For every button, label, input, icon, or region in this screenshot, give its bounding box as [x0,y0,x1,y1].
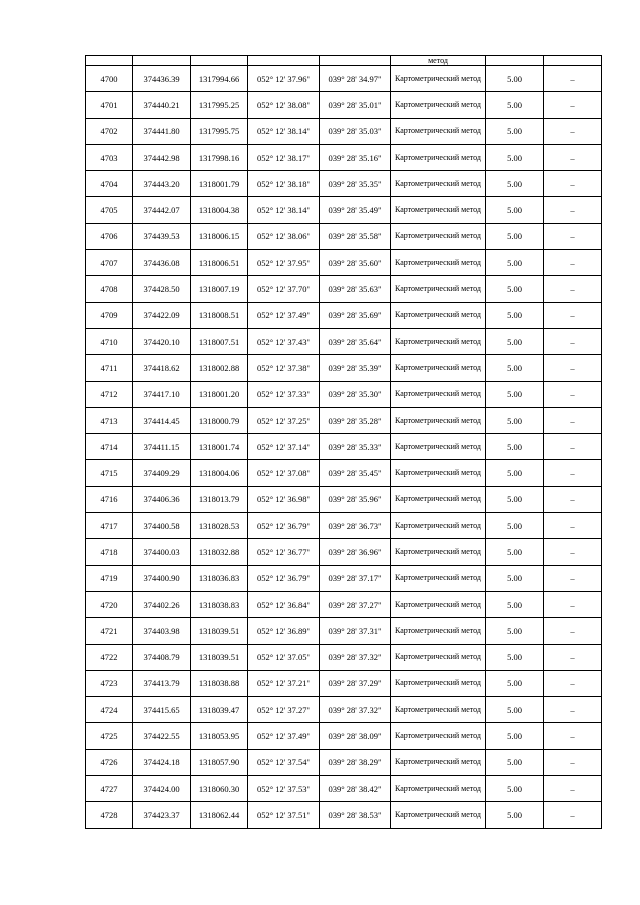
note-cell: – [544,328,602,354]
table-row [86,66,602,92]
latitude-cell: 052° 12' 37.49" [248,723,320,749]
x-coordinate-cell: 374406.36 [133,486,191,512]
latitude-cell: 052° 12' 37.70" [248,276,320,302]
table-row [86,276,602,302]
y-coordinate-cell: 1318053.95 [191,723,248,749]
accuracy-cell: 5.00 [486,723,544,749]
point-number-cell: 4712 [86,381,133,407]
latitude-cell: 052° 12' 37.08" [248,460,320,486]
accuracy-cell: 5.00 [486,407,544,433]
accuracy-cell: 5.00 [486,223,544,249]
longitude-cell: 039° 28' 38.53" [320,802,391,828]
accuracy-cell: 5.00 [486,670,544,696]
accuracy-cell: 5.00 [486,565,544,591]
accuracy-cell: 5.00 [486,697,544,723]
table-row [86,802,602,828]
longitude-cell: 039° 28' 35.45" [320,460,391,486]
table-row [86,618,602,644]
continued-row-fragment [86,56,602,66]
point-number-cell: 4714 [86,434,133,460]
longitude-cell: 039° 28' 37.32" [320,644,391,670]
x-coordinate-cell: 374441.80 [133,118,191,144]
point-number-cell: 4705 [86,197,133,223]
method-cell: Картометрический метод [391,434,486,460]
coordinates-table [85,55,602,829]
coordinates-table-body [86,56,602,829]
x-coordinate-cell: 374418.62 [133,355,191,381]
point-number-cell: 4720 [86,591,133,617]
latitude-cell: 052° 12' 38.17" [248,144,320,170]
method-cell: Картометрический метод [391,171,486,197]
method-cell: Картометрический метод [391,381,486,407]
longitude-cell: 039° 28' 35.33" [320,434,391,460]
note-cell: – [544,250,602,276]
longitude-cell: 039° 28' 35.28" [320,407,391,433]
y-coordinate-cell: 1318039.51 [191,618,248,644]
y-coordinate-cell: 1318006.51 [191,250,248,276]
latitude-cell: 052° 12' 37.53" [248,776,320,802]
y-coordinate-cell: 1318001.74 [191,434,248,460]
accuracy-cell: 5.00 [486,644,544,670]
y-coordinate-cell: 1317995.75 [191,118,248,144]
accuracy-cell: 5.00 [486,276,544,302]
x-coordinate-cell: 374443.20 [133,171,191,197]
method-cell: Картометрический метод [391,697,486,723]
accuracy-cell: 5.00 [486,144,544,170]
longitude-cell: 039° 28' 35.39" [320,355,391,381]
point-number-cell: 4702 [86,118,133,144]
latitude-cell: 052° 12' 36.89" [248,618,320,644]
method-cell: Картометрический метод [391,355,486,381]
table-row [86,144,602,170]
table-row [86,513,602,539]
method-cell: Картометрический метод [391,197,486,223]
table-row [86,434,602,460]
note-cell: – [544,539,602,565]
method-cell: Картометрический метод [391,802,486,828]
accuracy-cell: 5.00 [486,302,544,328]
x-coordinate-cell: 374424.18 [133,749,191,775]
latitude-cell: 052° 12' 37.54" [248,749,320,775]
y-coordinate-cell: 1318002.88 [191,355,248,381]
table-row [86,171,602,197]
longitude-cell: 039° 28' 35.63" [320,276,391,302]
point-number-cell: 4725 [86,723,133,749]
y-coordinate-cell: 1318006.15 [191,223,248,249]
note-cell: – [544,276,602,302]
table-cell [486,56,544,66]
x-coordinate-cell: 374400.58 [133,513,191,539]
latitude-cell: 052° 12' 37.14" [248,434,320,460]
table-row [86,92,602,118]
note-cell: – [544,591,602,617]
x-coordinate-cell: 374417.10 [133,381,191,407]
latitude-cell: 052° 12' 38.08" [248,92,320,118]
point-number-cell: 4708 [86,276,133,302]
longitude-cell: 039° 28' 37.32" [320,697,391,723]
accuracy-cell: 5.00 [486,513,544,539]
note-cell: – [544,486,602,512]
x-coordinate-cell: 374439.53 [133,223,191,249]
latitude-cell: 052° 12' 37.33" [248,381,320,407]
method-cell: Картометрический метод [391,66,486,92]
method-cell: Картометрический метод [391,460,486,486]
accuracy-cell: 5.00 [486,328,544,354]
table-row [86,118,602,144]
point-number-cell: 4726 [86,749,133,775]
y-coordinate-cell: 1318008.51 [191,302,248,328]
longitude-cell: 039° 28' 35.49" [320,197,391,223]
method-cell: Картометрический метод [391,618,486,644]
method-cell-fragment: метод [391,56,486,66]
longitude-cell: 039° 28' 38.29" [320,749,391,775]
point-number-cell: 4710 [86,328,133,354]
point-number-cell: 4713 [86,407,133,433]
method-cell: Картометрический метод [391,591,486,617]
table-row [86,776,602,802]
y-coordinate-cell: 1318039.51 [191,644,248,670]
point-number-cell: 4707 [86,250,133,276]
y-coordinate-cell: 1318004.38 [191,197,248,223]
method-cell: Картометрический метод [391,644,486,670]
method-cell: Картометрический метод [391,118,486,144]
longitude-cell: 039° 28' 37.17" [320,565,391,591]
note-cell: – [544,513,602,539]
method-cell: Картометрический метод [391,723,486,749]
y-coordinate-cell: 1317994.66 [191,66,248,92]
y-coordinate-cell: 1317995.25 [191,92,248,118]
accuracy-cell: 5.00 [486,802,544,828]
note-cell: – [544,618,602,644]
point-number-cell: 4704 [86,171,133,197]
x-coordinate-cell: 374409.29 [133,460,191,486]
table-cell [544,56,602,66]
accuracy-cell: 5.00 [486,381,544,407]
table-row [86,539,602,565]
table-cell [320,56,391,66]
point-number-cell: 4723 [86,670,133,696]
x-coordinate-cell: 374428.50 [133,276,191,302]
table-row [86,381,602,407]
latitude-cell: 052° 12' 37.43" [248,328,320,354]
method-cell: Картометрический метод [391,776,486,802]
point-number-cell: 4724 [86,697,133,723]
latitude-cell: 052° 12' 37.38" [248,355,320,381]
table-row [86,565,602,591]
x-coordinate-cell: 374400.03 [133,539,191,565]
table-row [86,223,602,249]
y-coordinate-cell: 1318004.06 [191,460,248,486]
accuracy-cell: 5.00 [486,197,544,223]
point-number-cell: 4703 [86,144,133,170]
longitude-cell: 039° 28' 35.01" [320,92,391,118]
table-row [86,670,602,696]
note-cell: – [544,197,602,223]
note-cell: – [544,407,602,433]
longitude-cell: 039° 28' 37.31" [320,618,391,644]
note-cell: – [544,302,602,328]
x-coordinate-cell: 374442.07 [133,197,191,223]
longitude-cell: 039° 28' 35.64" [320,328,391,354]
longitude-cell: 039° 28' 35.35" [320,171,391,197]
x-coordinate-cell: 374423.37 [133,802,191,828]
x-coordinate-cell: 374413.79 [133,670,191,696]
note-cell: – [544,723,602,749]
point-number-cell: 4711 [86,355,133,381]
latitude-cell: 052° 12' 37.05" [248,644,320,670]
latitude-cell: 052° 12' 37.96" [248,66,320,92]
point-number-cell: 4716 [86,486,133,512]
point-number-cell: 4701 [86,92,133,118]
table-row [86,591,602,617]
y-coordinate-cell: 1318057.90 [191,749,248,775]
x-coordinate-cell: 374402.26 [133,591,191,617]
method-cell: Картометрический метод [391,328,486,354]
table-cell [133,56,191,66]
longitude-cell: 039° 28' 34.97" [320,66,391,92]
accuracy-cell: 5.00 [486,618,544,644]
accuracy-cell: 5.00 [486,460,544,486]
method-cell: Картометрический метод [391,144,486,170]
point-number-cell: 4717 [86,513,133,539]
accuracy-cell: 5.00 [486,171,544,197]
table-row [86,486,602,512]
note-cell: – [544,171,602,197]
table-row [86,197,602,223]
latitude-cell: 052° 12' 37.27" [248,697,320,723]
y-coordinate-cell: 1318000.79 [191,407,248,433]
longitude-cell: 039° 28' 35.30" [320,381,391,407]
note-cell: – [544,66,602,92]
point-number-cell: 4719 [86,565,133,591]
latitude-cell: 052° 12' 37.95" [248,250,320,276]
latitude-cell: 052° 12' 38.14" [248,118,320,144]
longitude-cell: 039° 28' 36.73" [320,513,391,539]
y-coordinate-cell: 1318060.30 [191,776,248,802]
accuracy-cell: 5.00 [486,749,544,775]
x-coordinate-cell: 374415.65 [133,697,191,723]
accuracy-cell: 5.00 [486,486,544,512]
x-coordinate-cell: 374424.00 [133,776,191,802]
longitude-cell: 039° 28' 37.27" [320,591,391,617]
note-cell: – [544,92,602,118]
table-row [86,250,602,276]
y-coordinate-cell: 1318039.47 [191,697,248,723]
y-coordinate-cell: 1318062.44 [191,802,248,828]
x-coordinate-cell: 374436.08 [133,250,191,276]
accuracy-cell: 5.00 [486,92,544,118]
note-cell: – [544,223,602,249]
note-cell: – [544,697,602,723]
accuracy-cell: 5.00 [486,776,544,802]
table-row [86,697,602,723]
table-row [86,302,602,328]
table-cell [86,56,133,66]
longitude-cell: 039° 28' 35.69" [320,302,391,328]
accuracy-cell: 5.00 [486,118,544,144]
latitude-cell: 052° 12' 37.51" [248,802,320,828]
accuracy-cell: 5.00 [486,66,544,92]
table-row [86,407,602,433]
y-coordinate-cell: 1318007.51 [191,328,248,354]
latitude-cell: 052° 12' 37.21" [248,670,320,696]
table-row [86,749,602,775]
note-cell: – [544,434,602,460]
x-coordinate-cell: 374436.39 [133,66,191,92]
point-number-cell: 4722 [86,644,133,670]
x-coordinate-cell: 374442.98 [133,144,191,170]
y-coordinate-cell: 1318001.79 [191,171,248,197]
x-coordinate-cell: 374403.98 [133,618,191,644]
y-coordinate-cell: 1318038.83 [191,591,248,617]
method-cell: Картометрический метод [391,513,486,539]
note-cell: – [544,355,602,381]
table-row [86,723,602,749]
accuracy-cell: 5.00 [486,539,544,565]
accuracy-cell: 5.00 [486,250,544,276]
y-coordinate-cell: 1317998.16 [191,144,248,170]
latitude-cell: 052° 12' 36.77" [248,539,320,565]
point-number-cell: 4721 [86,618,133,644]
point-number-cell: 4727 [86,776,133,802]
method-cell: Картометрический метод [391,302,486,328]
table-row [86,355,602,381]
latitude-cell: 052° 12' 36.79" [248,565,320,591]
y-coordinate-cell: 1318028.53 [191,513,248,539]
x-coordinate-cell: 374422.09 [133,302,191,328]
x-coordinate-cell: 374414.45 [133,407,191,433]
x-coordinate-cell: 374400.90 [133,565,191,591]
note-cell: – [544,670,602,696]
note-cell: – [544,460,602,486]
latitude-cell: 052° 12' 38.18" [248,171,320,197]
longitude-cell: 039° 28' 36.96" [320,539,391,565]
point-number-cell: 4709 [86,302,133,328]
longitude-cell: 039° 28' 37.29" [320,670,391,696]
table-cell [191,56,248,66]
document-page [85,55,601,829]
point-number-cell: 4728 [86,802,133,828]
latitude-cell: 052° 12' 38.06" [248,223,320,249]
note-cell: – [544,381,602,407]
longitude-cell: 039° 28' 35.58" [320,223,391,249]
point-number-cell: 4700 [86,66,133,92]
latitude-cell: 052° 12' 36.98" [248,486,320,512]
latitude-cell: 052° 12' 36.79" [248,513,320,539]
y-coordinate-cell: 1318007.19 [191,276,248,302]
point-number-cell: 4718 [86,539,133,565]
x-coordinate-cell: 374440.21 [133,92,191,118]
method-cell: Картометрический метод [391,565,486,591]
latitude-cell: 052° 12' 37.49" [248,302,320,328]
note-cell: – [544,644,602,670]
y-coordinate-cell: 1318036.83 [191,565,248,591]
longitude-cell: 039° 28' 35.60" [320,250,391,276]
method-cell: Картометрический метод [391,250,486,276]
note-cell: – [544,565,602,591]
method-cell: Картометрический метод [391,670,486,696]
table-cell [248,56,320,66]
longitude-cell: 039° 28' 35.16" [320,144,391,170]
method-cell: Картометрический метод [391,539,486,565]
method-cell: Картометрический метод [391,92,486,118]
table-row [86,460,602,486]
longitude-cell: 039° 28' 35.96" [320,486,391,512]
accuracy-cell: 5.00 [486,355,544,381]
longitude-cell: 039° 28' 38.09" [320,723,391,749]
method-cell: Картометрический метод [391,223,486,249]
method-cell: Картометрический метод [391,407,486,433]
latitude-cell: 052° 12' 37.25" [248,407,320,433]
longitude-cell: 039° 28' 35.03" [320,118,391,144]
x-coordinate-cell: 374408.79 [133,644,191,670]
note-cell: – [544,776,602,802]
latitude-cell: 052° 12' 36.84" [248,591,320,617]
table-row [86,644,602,670]
y-coordinate-cell: 1318013.79 [191,486,248,512]
method-cell: Картометрический метод [391,749,486,775]
note-cell: – [544,749,602,775]
x-coordinate-cell: 374411.15 [133,434,191,460]
longitude-cell: 039° 28' 38.42" [320,776,391,802]
point-number-cell: 4706 [86,223,133,249]
y-coordinate-cell: 1318038.88 [191,670,248,696]
x-coordinate-cell: 374422.55 [133,723,191,749]
point-number-cell: 4715 [86,460,133,486]
x-coordinate-cell: 374420.10 [133,328,191,354]
note-cell: – [544,144,602,170]
note-cell: – [544,802,602,828]
note-cell: – [544,118,602,144]
y-coordinate-cell: 1318001.20 [191,381,248,407]
y-coordinate-cell: 1318032.88 [191,539,248,565]
latitude-cell: 052° 12' 38.14" [248,197,320,223]
method-cell: Картометрический метод [391,276,486,302]
table-row [86,328,602,354]
method-cell: Картометрический метод [391,486,486,512]
accuracy-cell: 5.00 [486,434,544,460]
accuracy-cell: 5.00 [486,591,544,617]
